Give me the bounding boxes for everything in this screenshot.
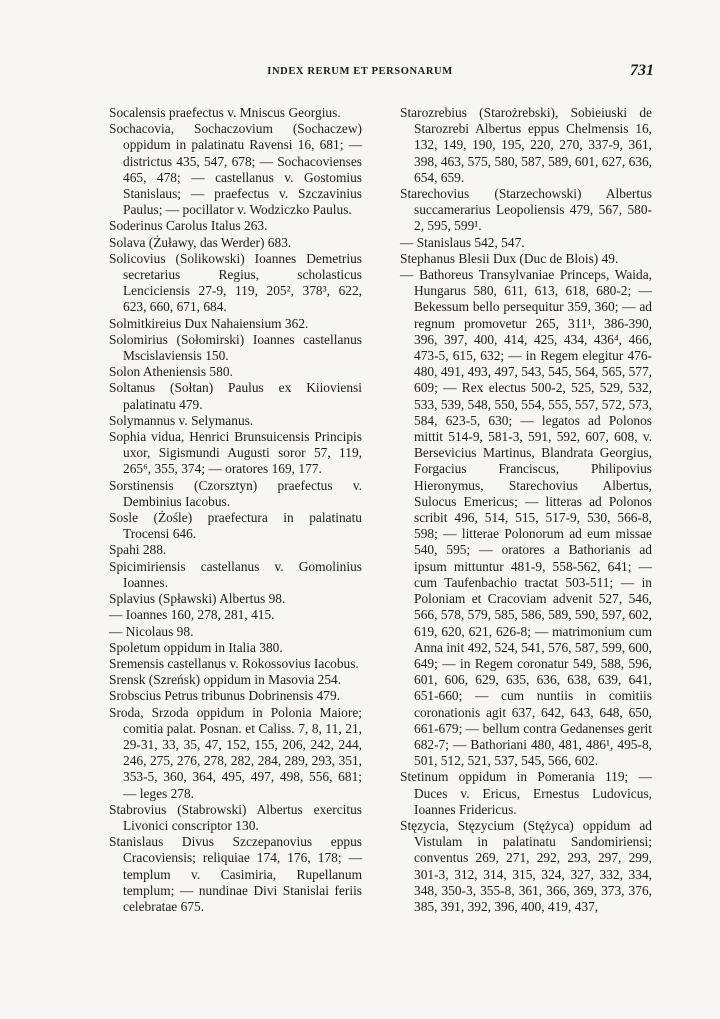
index-entry: — Nicolaus 98.: [109, 623, 194, 639]
index-entry: Stabrovius (Stabrowski) Albertus exercitus Livonici conscriptor 130.: [109, 801, 362, 833]
index-entry: Stanislaus Divus Szczepanovius eppus Cracoviensis; reliquiae 174, 176, 178; — templum v. Casimiria, Rupellanum templum; — nundinae Divi Stanislai feriis celebratae 675.: [109, 834, 362, 914]
index-entry: Soderinus Carolus Italus 263.: [109, 218, 268, 234]
index-entry: — Bathoreus Transylvaniae Princeps, Waida, Hungarus 580, 611, 613, 618, 680-2; — Bekessum bello persequitur 359, 360; — ad regnum promovetur 265, 311¹, 386-390, 396, 397, 400, 414, 425, 434, 436⁴, 466, 473-5, 615, 632; — in Regem elegitur 476-480, 491, 493, 497, 543, 545, 564, 565, 577, 609; — Rex electus 500-2, 525, 529, 532, 533, 539, 548, 550, 554, 555, 557, 572, 573, 584, 623-5, 630; — legatos ad Polonos mittit 514-9, 581-3, 591, 592, 607, 608, v. Bersevicius Martinus, Blandrata Georgius, Forgacius Franciscus, Philipovius Hieronymus, Starechovius Albertus, Sulocus Emericus; — litteras ad Polonos scribit 496, 514, 515, 517-9, 530, 566-8, 598; — litterae Polonorum ad eum missae 540, 595; — oratores a Bathorianis ad ipsum mittuntur 481-9, 558-562, 641; — cum Taufenbachio tractat 503-511; — in Poloniam et Cracoviam advenit 527, 546, 566, 578, 579, 585, 586, 589, 590, 597, 602, 619, 620, 621, 626-8; — matrimonium cum Anna init 492, 524, 541, 576, 587, 599, 600, 649; — in Regem coronatur 549, 588, 596, 601, 606, 629, 635, 636, 638, 639, 641, 651-660; — cum nuntiis in comitiis coronationis agit 637, 642, 643, 648, 650, 661-679; — bellum contra Gedanenses gerit 682-7; — Bathoriani 480, 481, 486¹, 495-8, 501, 512, 521, 537, 545, 566, 602.: [400, 267, 652, 769]
index-entry: Splavius (Spławski) Albertus 98.: [109, 591, 286, 607]
index-entry: Sosle (Żośle) praefectura in palatinatu Trocensi 646.: [109, 510, 362, 542]
index-entry: Soltanus (Sołtan) Paulus ex Kiioviensi palatinatu 479.: [109, 380, 362, 412]
index-entry: Solava (Żuławy, das Werder) 683.: [109, 234, 292, 250]
index-entry: Spahi 288.: [109, 542, 167, 558]
index-entry: Solicovius (Solikowski) Ioannes Demetrius secretarius Regius, scholasticus Lenciciensis 27-9, 119, 205², 378³, 622, 623, 660, 671, 684.: [109, 250, 362, 315]
index-entry: Starechovius (Starzechowski) Albertus succamerarius Leopoliensis 479, 567, 580-2, 595, 599¹.: [400, 186, 652, 234]
index-entry: — Stanislaus 542, 547.: [400, 234, 525, 250]
index-entry: Starozrebius (Starożrebski), Sobieiuski de Starozrebi Albertus eppus Chelmensis 16, 132, 149, 190, 195, 220, 270, 337-9, 361, 398, 463, 575, 580, 587, 589, 601, 627, 636, 654, 659.: [400, 105, 652, 185]
index-entry: Socalensis praefectus v. Mniscus Georgius.: [109, 105, 341, 120]
index-entry: Sochacovia, Sochaczovium (Sochaczew) oppidum in palatinatu Ravensi 16, 681; — districtus 435, 547, 678; — Sochacovienses 465, 478; — castellanus v. Gostomius Stanislaus; — praefectus v. Szczavinius Paulus; — pocillator v. Wodziczko Paulus.: [109, 121, 362, 218]
index-entry: Solomirius (Sołomirski) Ioannes castellanus Mscislaviensis 150.: [109, 331, 362, 364]
index-entry: Sorstinensis (Czorsztyn) praefectus v. Dembinius Iacobus.: [109, 477, 362, 509]
index-entry: Solmitkireius Dux Nahaiensium 362.: [109, 315, 309, 331]
right-column: [400, 105, 652, 915]
index-entry: — Ioannes 160, 278, 281, 415.: [109, 607, 275, 623]
index-entry: Stephanus Blesii Dux (Duc de Blois) 49.: [400, 250, 619, 266]
header-title: INDEX RERUM ET PERSONARUM: [267, 66, 453, 77]
index-entry: Spicimiriensis castellanus v. Gomolinius Ioannes.: [109, 558, 362, 590]
index-entry: Sremensis castellanus v. Rokossovius Iacobus.: [109, 655, 359, 671]
index-entry: Srensk (Szreńsk) oppidum in Masovia 254.: [109, 672, 342, 688]
index-entry: Solymannus v. Selymanus.: [109, 412, 254, 428]
index-entry: Spoletum oppidum in Italia 380.: [109, 639, 283, 655]
index-entry: Sophia vidua, Henrici Brunsuicensis Principis uxor, Sigismundi Augusti soror 57, 119, 265⁶, 355, 374; — oratores 169, 177.: [109, 429, 362, 477]
left-column: [109, 105, 362, 915]
index-entry: Solon Atheniensis 580.: [109, 364, 233, 380]
index-entry: Srobscius Petrus tribunus Dobrinensis 479.: [109, 688, 340, 704]
index-entry: Sroda, Srzoda oppidum in Polonia Maiore; comitia palat. Posnan. et Caliss. 7, 8, 11, 21, 29-31, 33, 35, 47, 152, 155, 206, 242, 244, 246, 275, 276, 278, 282, 284, 289, 293, 351, 353-5, 360, 364, 495, 497, 498, 556, 681; — leges 278.: [109, 704, 362, 801]
index-entry: Stetinum oppidum in Pomerania 119; — Duces v. Ericus, Ernestus Ludovicus, Ioannes Fridericus.: [400, 769, 652, 817]
page-number: 731: [630, 62, 654, 79]
index-entry: Stęzycia, Stęzycium (Stężyca) oppidum ad Vistulam in palatinatu Sandomiriensi; conventus 269, 271, 292, 293, 297, 299, 301-3, 312, 314, 315, 324, 327, 332, 334, 348, 350-3, 355-8, 361, 366, 369, 373, 376, 385, 391, 392, 396, 400, 419, 437,: [400, 817, 652, 914]
